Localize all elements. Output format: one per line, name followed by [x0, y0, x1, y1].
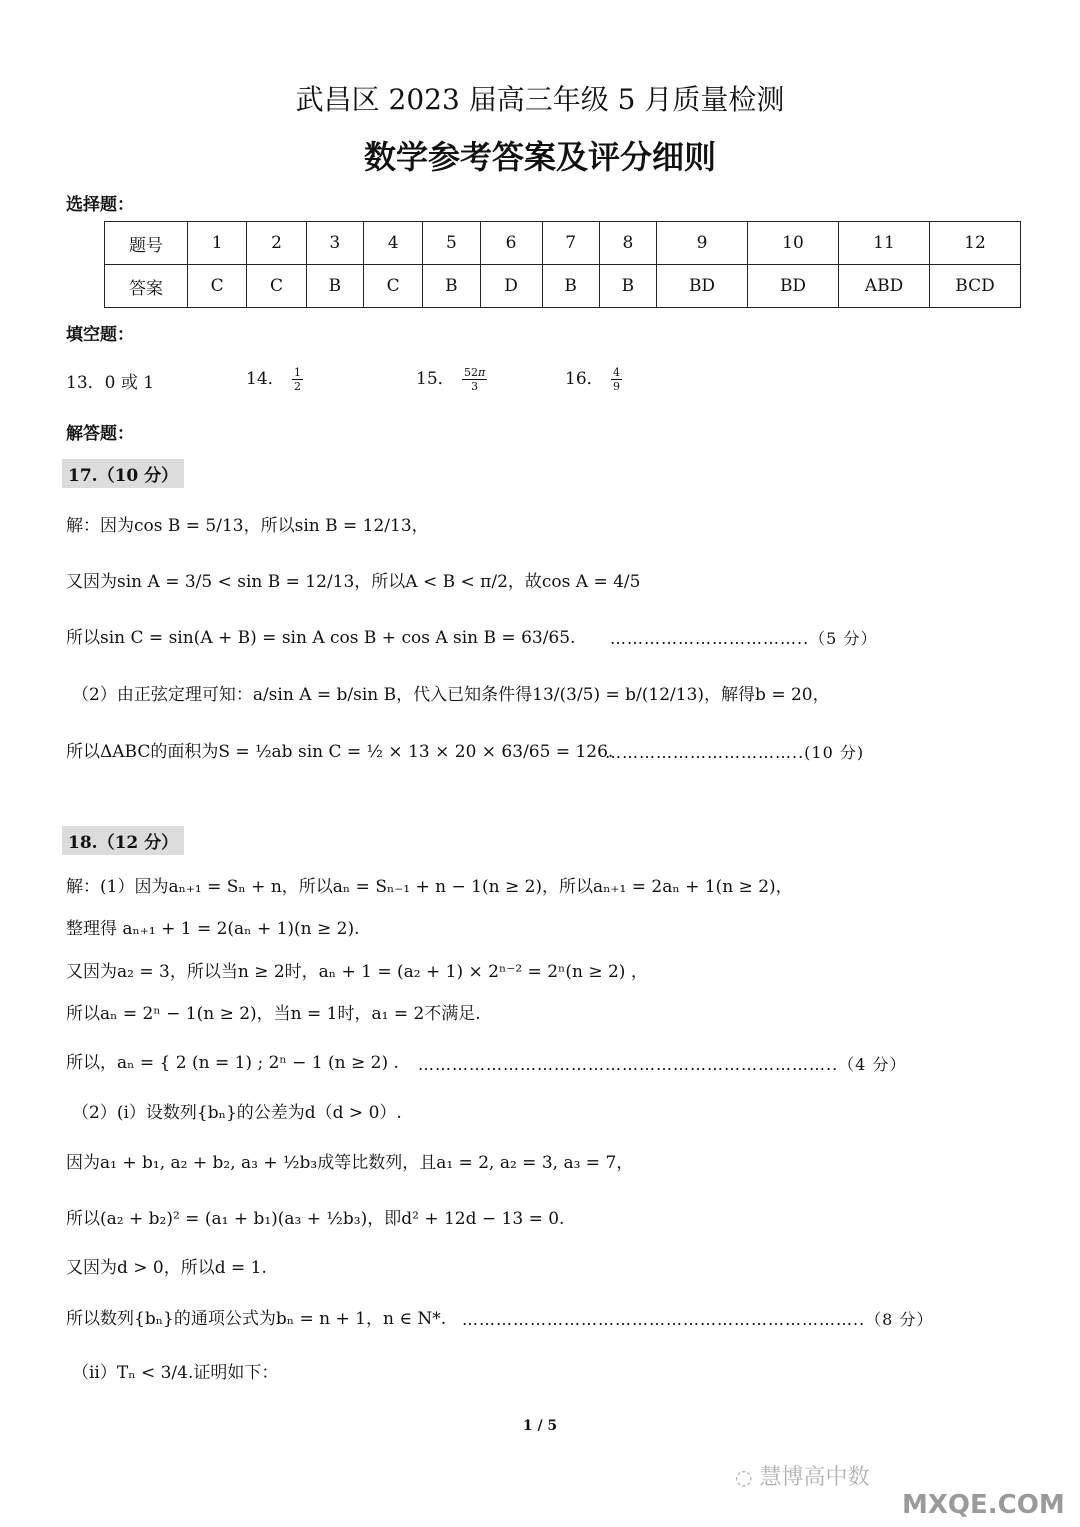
table-cell: ABD [839, 265, 930, 308]
table-row-label: 答案 [105, 265, 188, 308]
q18-line-1: 解：(1）因为aₙ₊₁ = Sₙ + n，所以aₙ = Sₙ₋₁ + n − 1(n ≥ 2)，所以aₙ₊₁ = 2aₙ + 1(n ≥ 2)， [66, 877, 793, 897]
table-cell: B [306, 265, 363, 308]
fraction: $\frac{52\pi}{3}$ [464, 366, 486, 393]
table-cell: 7 [542, 222, 599, 265]
q18-line-6: （2）(i）设数列{bₙ}的公差为d（d > 0）. [72, 1103, 402, 1123]
section-choice-label: 选择题： [66, 195, 134, 215]
q18-score-1: ………………………………………………………………..（4 分） [418, 1055, 907, 1074]
fill-answer-14 [246, 364, 305, 393]
q18-line-4: 所以aₙ = 2ⁿ − 1(n ≥ 2)，当n = 1时，a₁ = 2不满足. [66, 1004, 481, 1024]
table-row [105, 222, 1021, 265]
q18-line-3: 又因为a₂ = 3，所以当n ≥ 2时，aₙ + 1 = (a₂ + 1) × 2ⁿ⁻² = 2ⁿ(n ≥ 2) ， [66, 962, 648, 982]
table-cell: 3 [306, 222, 363, 265]
table-cell: 2 [247, 222, 306, 265]
fill-answer-15 [416, 364, 489, 393]
q17-score-2: ……………………………..(10 分) [605, 743, 865, 762]
table-cell: 12 [930, 222, 1021, 265]
wechat-icon: ◌ [735, 1465, 753, 1489]
table-cell: 1 [188, 222, 247, 265]
q17-line-4: （2）由正弦定理可知：a/sin A = b/sin B，代入已知条件得13/(3/5) = b/(12/13)，解得b = 20， [72, 685, 830, 705]
q18-line-11: （ii）Tₙ < 3/4.证明如下： [72, 1363, 279, 1383]
table-cell: 4 [363, 222, 422, 265]
page-subtitle: 数学参考答案及评分细则 [363, 138, 716, 176]
q18-heading: 18.（12 分） [62, 826, 184, 855]
table-cell: 8 [599, 222, 656, 265]
table-row-label: 题号 [105, 222, 188, 265]
table-cell: C [188, 265, 247, 308]
table-cell: 5 [423, 222, 480, 265]
table-cell: B [423, 265, 480, 308]
q18-line-7: 因为a₁ + b₁, a₂ + b₂, a₃ + ½b₃成等比数列，且a₁ = 2, a₂ = 3, a₃ = 7， [66, 1153, 634, 1173]
q17-line-5: 所以ΔABC的面积为S = ½ab sin C = ½ × 13 × 20 × 63/65 = 126. [66, 742, 614, 762]
q17-heading: 17.（10 分） [62, 459, 184, 488]
q18-line-5: 所以，aₙ = { 2 (n = 1) ; 2ⁿ − 1 (n ≥ 2) . [66, 1053, 399, 1073]
table-cell: 11 [839, 222, 930, 265]
table-cell: 6 [480, 222, 542, 265]
fill-answer-16 [565, 364, 624, 393]
table-cell: 10 [748, 222, 839, 265]
q18-line-10: 所以数列{bₙ}的通项公式为bₙ = n + 1，n ∈ N*. [66, 1309, 447, 1329]
section-fill-label: 填空题： [66, 325, 134, 345]
fraction: $\frac{1}{2}$ [294, 366, 302, 393]
q18-score-2: ……………………………………………………………..（8 分） [462, 1310, 934, 1329]
table-cell: D [480, 265, 542, 308]
watermark-left-text: 慧博高中数 [759, 1465, 870, 1490]
page-number: 1 / 5 [522, 1418, 558, 1434]
watermark-left [735, 1460, 869, 1491]
table-cell: C [247, 265, 306, 308]
table-cell: BD [657, 265, 748, 308]
q17-line-1: 解：因为cos B = 5/13，所以sin B = 12/13， [66, 516, 429, 536]
page-title: 武昌区 2023 届高三年级 5 月质量检测 [295, 83, 785, 116]
fraction: $\frac{4}{9}$ [613, 366, 621, 393]
table-cell: C [363, 265, 422, 308]
fill-answer-14-label: 14． [246, 369, 285, 389]
watermark-right: MXQE.COM [902, 1490, 1065, 1520]
table-cell: BCD [930, 265, 1021, 308]
q18-line-2: 整理得 aₙ₊₁ + 1 = 2(aₙ + 1)(n ≥ 2). [66, 919, 360, 939]
table-cell: 9 [657, 222, 748, 265]
table-row [105, 265, 1021, 308]
q17-score-1: ……………………………..（5 分） [610, 629, 878, 648]
table-cell: BD [748, 265, 839, 308]
q17-line-3: 所以sin C = sin(A + B) = sin A cos B + cos A sin B = 63/65. [66, 628, 576, 648]
q18-line-9: 又因为d > 0，所以d = 1. [66, 1258, 267, 1278]
fill-answer-16-label: 16． [565, 369, 604, 389]
fill-answer-13: 13．0 或 1 [66, 373, 155, 393]
section-solve-label: 解答题： [66, 424, 134, 444]
answer-table [104, 221, 1021, 308]
table-cell: B [599, 265, 656, 308]
q18-line-8: 所以(a₂ + b₂)² = (a₁ + b₁)(a₃ + ½b₃)，即d² + 12d − 13 = 0. [66, 1209, 565, 1229]
q17-line-2: 又因为sin A = 3/5 < sin B = 12/13，所以A < B < π/2，故cos A = 4/5 [66, 572, 641, 592]
table-cell: B [542, 265, 599, 308]
fill-answer-15-label: 15． [416, 369, 455, 389]
